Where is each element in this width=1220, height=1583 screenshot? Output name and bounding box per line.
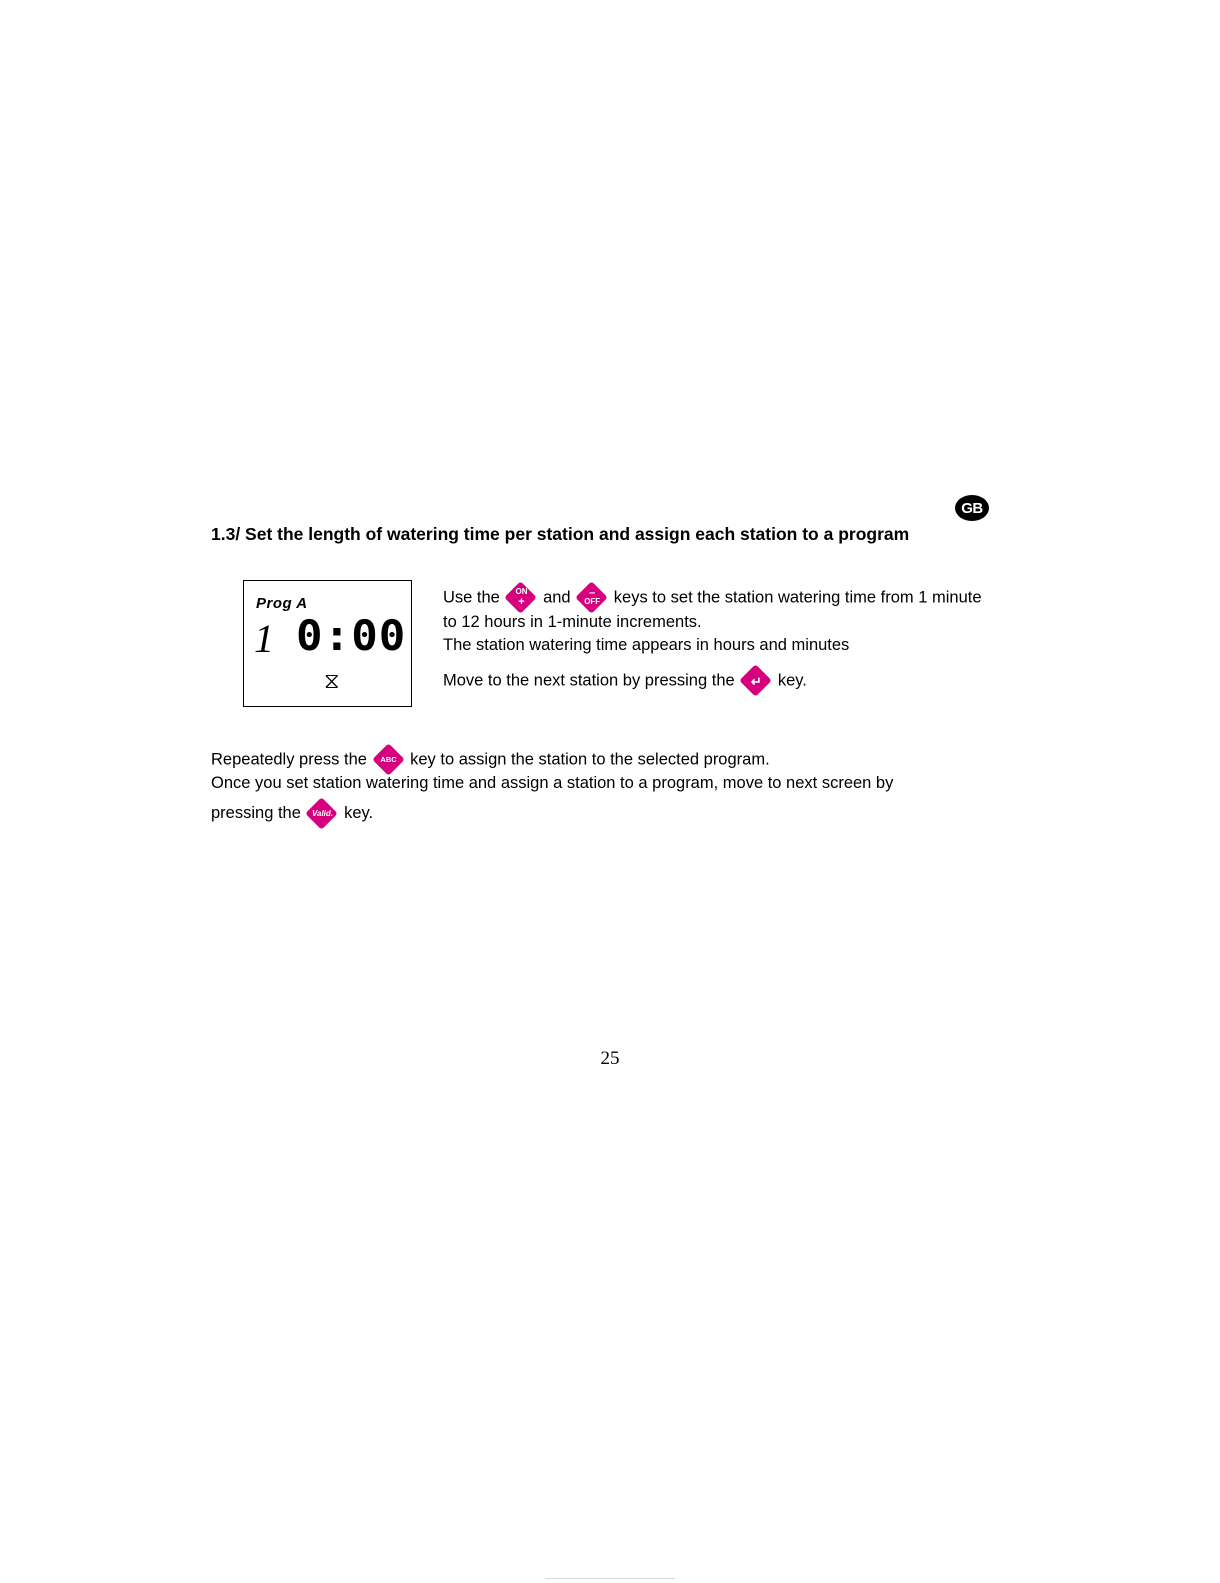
- arrow-key-icon: [741, 668, 771, 694]
- repeat-prefix-text: Repeatedly press the: [211, 750, 367, 769]
- move-suffix-text: key.: [777, 671, 807, 690]
- language-badge: GB: [955, 495, 989, 521]
- watering-time-instruction: [443, 585, 983, 658]
- pressing-suffix-text: key.: [344, 804, 374, 822]
- on-key-glyph: [506, 585, 536, 611]
- lcd-station-number: 1: [254, 616, 274, 661]
- lcd-program-label: Prog A: [256, 595, 308, 612]
- next-screen-line: Once you set station watering time and assign a station to a program, move to next screen by: [211, 774, 894, 792]
- validate-instruction: [211, 800, 1001, 827]
- hourglass-icon: ⧖: [324, 669, 340, 694]
- page-number: 25: [600, 1048, 620, 1069]
- footer-divider: [545, 1578, 675, 1579]
- repeat-suffix-text: key to assign the station to the selected program.: [410, 750, 770, 769]
- assign-program-instruction: [211, 747, 1001, 773]
- lcd-display-figure: [243, 580, 412, 707]
- off-minus-key-icon: [577, 585, 607, 611]
- off-key-glyph: [577, 585, 607, 611]
- move-prefix-text: Move to the next station by pressing the: [443, 671, 735, 690]
- on-key-label-line2: +: [518, 596, 525, 608]
- keys-to-set-text: keys to set the station watering time from 1 minute to 12 hours in 1-minute increments.: [443, 588, 982, 631]
- off-key-label-line2: OFF: [584, 596, 601, 606]
- appears-line-text: The station watering time appears in hours and minutes: [443, 636, 850, 655]
- page-title: 1.3/ Set the length of watering time per station and assign each station to a program: [211, 524, 910, 544]
- next-station-instruction: [443, 668, 983, 694]
- abc-key-glyph: ABC: [380, 755, 397, 765]
- on-key-label-line1: ON: [515, 587, 528, 596]
- on-plus-key-icon: [506, 585, 536, 611]
- arrow-key-glyph: ↵: [750, 673, 762, 689]
- use-the-text: Use the: [443, 588, 500, 607]
- abc-key-icon: [374, 747, 404, 773]
- lcd-time-value: 0:00: [296, 611, 407, 660]
- off-key-label-line1: –: [589, 587, 596, 600]
- and-text: and: [543, 588, 571, 607]
- valid-key-icon: [307, 801, 337, 827]
- valid-key-glyph: Valid.: [311, 808, 333, 818]
- pressing-prefix-text: pressing the: [211, 804, 301, 822]
